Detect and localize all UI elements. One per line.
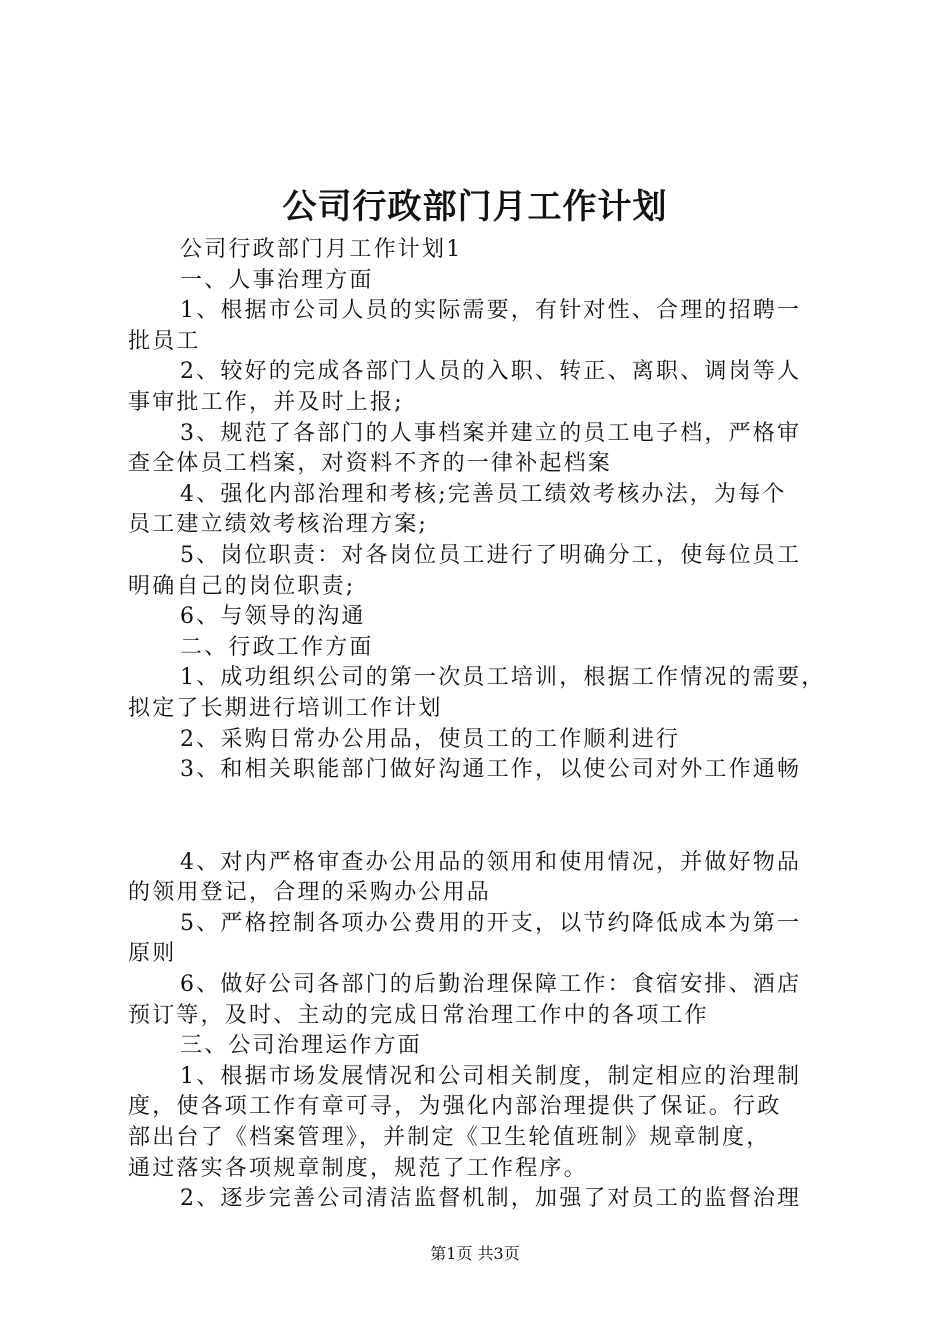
paragraph-line: 部出台了《档案管理》，并制定《卫生轮值班制》规章制度，: [128, 1125, 771, 1151]
paragraph-spacer: [128, 786, 833, 848]
paragraph-line: 2、逐步完善公司清洁监督机制，加强了对员工的监督治理: [180, 1186, 802, 1212]
document-body: [128, 235, 833, 1215]
paragraph-line: 5、岗位职责：对各岗位员工进行了明确分工，使每位员工: [180, 542, 802, 568]
paragraph-line: 员工建立绩效考核治理方案;: [128, 512, 429, 538]
paragraph-line: 6、与领导的沟通: [180, 604, 366, 630]
paragraph-line: 通过落实各项规章制度，规范了工作程序。: [128, 1155, 588, 1181]
paragraph-line: 1、根据市场发展情况和公司相关制度，制定相应的治理制: [180, 1063, 802, 1089]
section-heading-management: 三、公司治理运作方面: [180, 1033, 423, 1059]
section-heading-administration: 二、行政工作方面: [180, 634, 374, 660]
document-title: 公司行政部门月工作计划: [282, 187, 668, 227]
paragraph-line: 拟定了长期进行培训工作计划: [128, 695, 443, 721]
paragraph-line: 1、成功组织公司的第一次员工培训，根据工作情况的需要，: [180, 665, 826, 691]
section-heading-plan-1: 公司行政部门月工作计划1: [180, 237, 463, 262]
paragraph-line: 3、规范了各部门的人事档案并建立的员工电子档，严格审: [180, 420, 802, 446]
paragraph-line: 1、根据市公司人员的实际需要，有针对性、合理的招聘一: [180, 298, 802, 324]
paragraph-line: 4、强化内部治理和考核;完善员工绩效考核办法，为每个: [180, 481, 787, 507]
paragraph-line: 批员工: [128, 328, 201, 354]
section-heading-personnel: 一、人事治理方面: [180, 267, 374, 293]
paragraph-line: 的领用登记，合理的采购办公用品: [128, 880, 492, 906]
paragraph-line: 3、和相关职能部门做好沟通工作，以使公司对外工作通畅: [180, 757, 802, 783]
paragraph-line: 度，使各项工作有章可寻，为强化内部治理提供了保证。行政: [128, 1094, 782, 1120]
paragraph-line: 预订等，及时、主动的完成日常治理工作中的各项工作: [128, 1002, 709, 1028]
paragraph-line: 5、严格控制各项办公费用的开支，以节约降低成本为第一: [180, 910, 802, 936]
paragraph-line: 事审批工作，并及时上报;: [128, 389, 404, 415]
page-number: 第1页 共3页: [430, 1244, 520, 1263]
paragraph-line: 查全体员工档案，对资料不齐的一律补起档案: [128, 451, 613, 477]
paragraph-line: 原则: [128, 941, 177, 967]
paragraph-line: 2、较好的完成各部门人员的入职、转正、离职、调岗等人: [180, 359, 802, 385]
paragraph-line: 6、做好公司各部门的后勤治理保障工作：食宿安排、酒店: [180, 972, 802, 998]
paragraph-line: 2、采购日常办公用品，使员工的工作顺利进行: [180, 726, 681, 752]
paragraph-line: 明确自己的岗位职责;: [128, 573, 356, 599]
paragraph-line: 4、对内严格审查办公用品的领用和使用情况，并做好物品: [180, 849, 802, 875]
